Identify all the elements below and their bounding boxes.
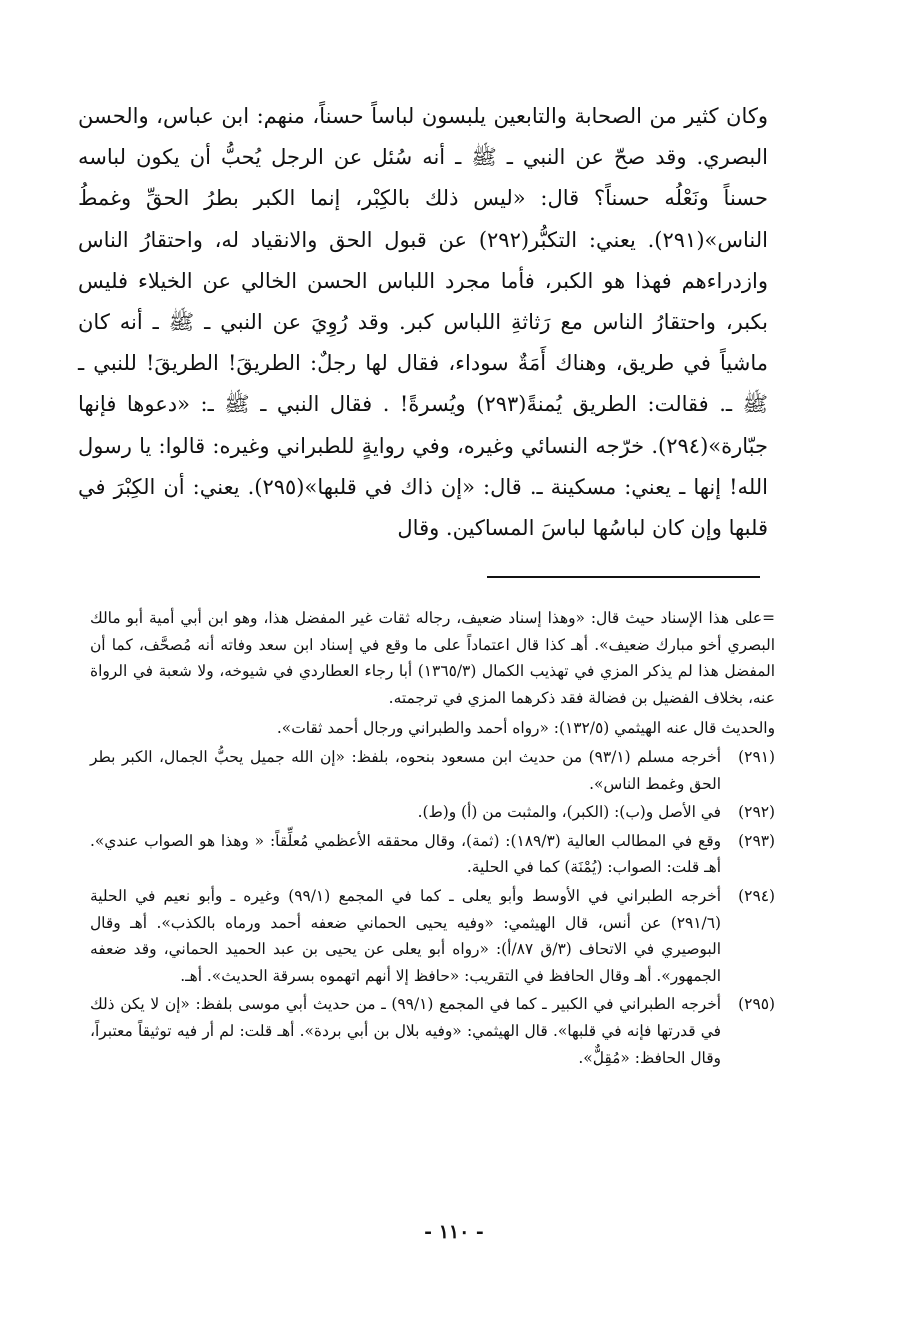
page-number: - ١١٠ -	[424, 1221, 484, 1243]
footnote-text: في الأصل و(ب): (الكبر)، والمثبت من (أ) و(ط).	[417, 803, 721, 822]
footnote-continuation-paragraph: والحديث قال عنه الهيثمي (١٣٢/٥): «رواه أحمد والطبراني ورجال أحمد ثقات».	[276, 719, 775, 738]
footnote-separator	[487, 576, 760, 578]
footnote-292	[90, 799, 775, 826]
body-paragraph: وكان كثير من الصحابة والتابعين يلبسون لباساً حسناً، منهم: ابن عباس، والحسن البصري. وقد صحّ عن النبي ـ ﷺ ـ أنه سُئل عن الرجل يُحبُّ أن يكون لباسه حسناً ونَعْلُه حسناً؟ قال: «ليس ذلك بالكِبْر، إنما الكبر بطرُ الحقِّ وغمطُ الناس»(٢٩١). يعني: التكبُّر(٢٩٢) عن قبول الحق والانقياد له، واحتقارُ الناس وازدراءهم فهذا هو الكبر، فأما مجرد اللباس الحسن الخالي عن الخيلاء فليس بكبر، واحتقارُ الناس مع رَثاثةِ اللباس كبر. وقد رُوِيَ عن النبي ـ ﷺ ـ أنه كان ماشياً في طريق، وهناك أَمَةٌ سوداء، فقال لها رجلٌ: الطريقَ! الطريقَ! للنبي ـ ﷺ ـ. فقالت: الطريق يُمنةً(٢٩٣) ويُسرةً! . فقال النبي ـ ﷺ ـ: «دعوها فإنها جبّارة»(٢٩٤). خرّجه النسائي وغيره، وفي روايةٍ للطبراني وغيره: قالوا: يا رسول الله! إنها ـ يعني: مسكينة ـ. قال: «إن ذاك في قلبها»(٢٩٥). يعني: أن الكِبْرَ في قلبها وإن كان لباسُها لباسَ المساكين. وقال	[78, 104, 769, 541]
footnote-number: (٢٩٥)	[738, 995, 775, 1014]
footnote-text: أخرجه مسلم (٩٣/١) من حديث ابن مسعود بنحوه، بلفظ: «إن الله جميل يحبُّ الجمال، الكبر بطر الحق وغمط الناس».	[90, 747, 721, 793]
footnote-295	[90, 991, 775, 1071]
footnote-number: (٢٩٣)	[738, 831, 775, 850]
footnote-text: وقع في المطالب العالية (١٨٩/٣): (ثمة)، وقال محققه الأعظمي مُعلِّقاً: « وهذا هو الصواب عندي». أهـ قلت: الصواب: (يُمْنَة) كما في الحلية.	[90, 831, 721, 877]
footnote-number: (٢٩١)	[738, 747, 775, 766]
footnotes	[90, 605, 775, 1071]
footnote-continuation-paragraph: =على هذا الإسناد حيث قال: «وهذا إسناد ضعيف، رجاله ثقات غير المفضل هذا، وهو ابن أبي أمية أبو مالك البصري أخو مبارك ضعيف». أهـ كذا قال اعتماداً على ما وقع في إسناد ابن سعد وفاته أنه مُصحَّف، كما أن المفضل هذا لم يذكر المزي في تهذيب الكمال (١٣٦٥/٣) أبا رجاء العطاردي في شيوخه، ولا شعبة في الرواة عنه، بخلاف الفضيل بن فضالة فقد ذكرهما المزي في ترجمته.	[90, 609, 775, 707]
footnote-continuation	[90, 605, 775, 742]
footnote-text: أخرجه الطبراني في الأوسط وأبو يعلى ـ كما في المجمع (٩٩/١) وغيره ـ وأبو نعيم في الحلية (٢٩١/٦) عن أنس، قال الهيثمي: «وفيه يحيى الحماني ضعفه أحمد ورماه بالكذب». أهـ وقال البوصيري في الاتحاف (٣/ق ٨٧/أ): «رواه أبو يعلى عن يحيى بن عبد الحميد الحماني، وقد ضعفه الجمهور». أهـ وقال الحافظ في التقريب: «حافظ إلا أنهم اتهموه بسرقة الحديث». أهـ.	[90, 886, 721, 985]
footnote-number: (٢٩٤)	[738, 886, 775, 905]
main-text	[78, 96, 768, 549]
footnote-293	[90, 828, 775, 881]
footnote-291	[90, 744, 775, 797]
footnote-294	[90, 883, 775, 989]
footnote-number: (٢٩٢)	[738, 803, 775, 822]
footnote-text: أخرجه الطبراني في الكبير ـ كما في المجمع (٩٩/١) ـ من حديث أبي موسى بلفظ: «إن لا يكن ذلك في قدرتها فإنه في قلبها». قال الهيثمي: «وفيه بلال بن أبي بردة». أهـ قلت: لم أر فيه توثيقاً معتبراً، وقال الحافظ: «مُقِلٌّ».	[90, 995, 722, 1067]
